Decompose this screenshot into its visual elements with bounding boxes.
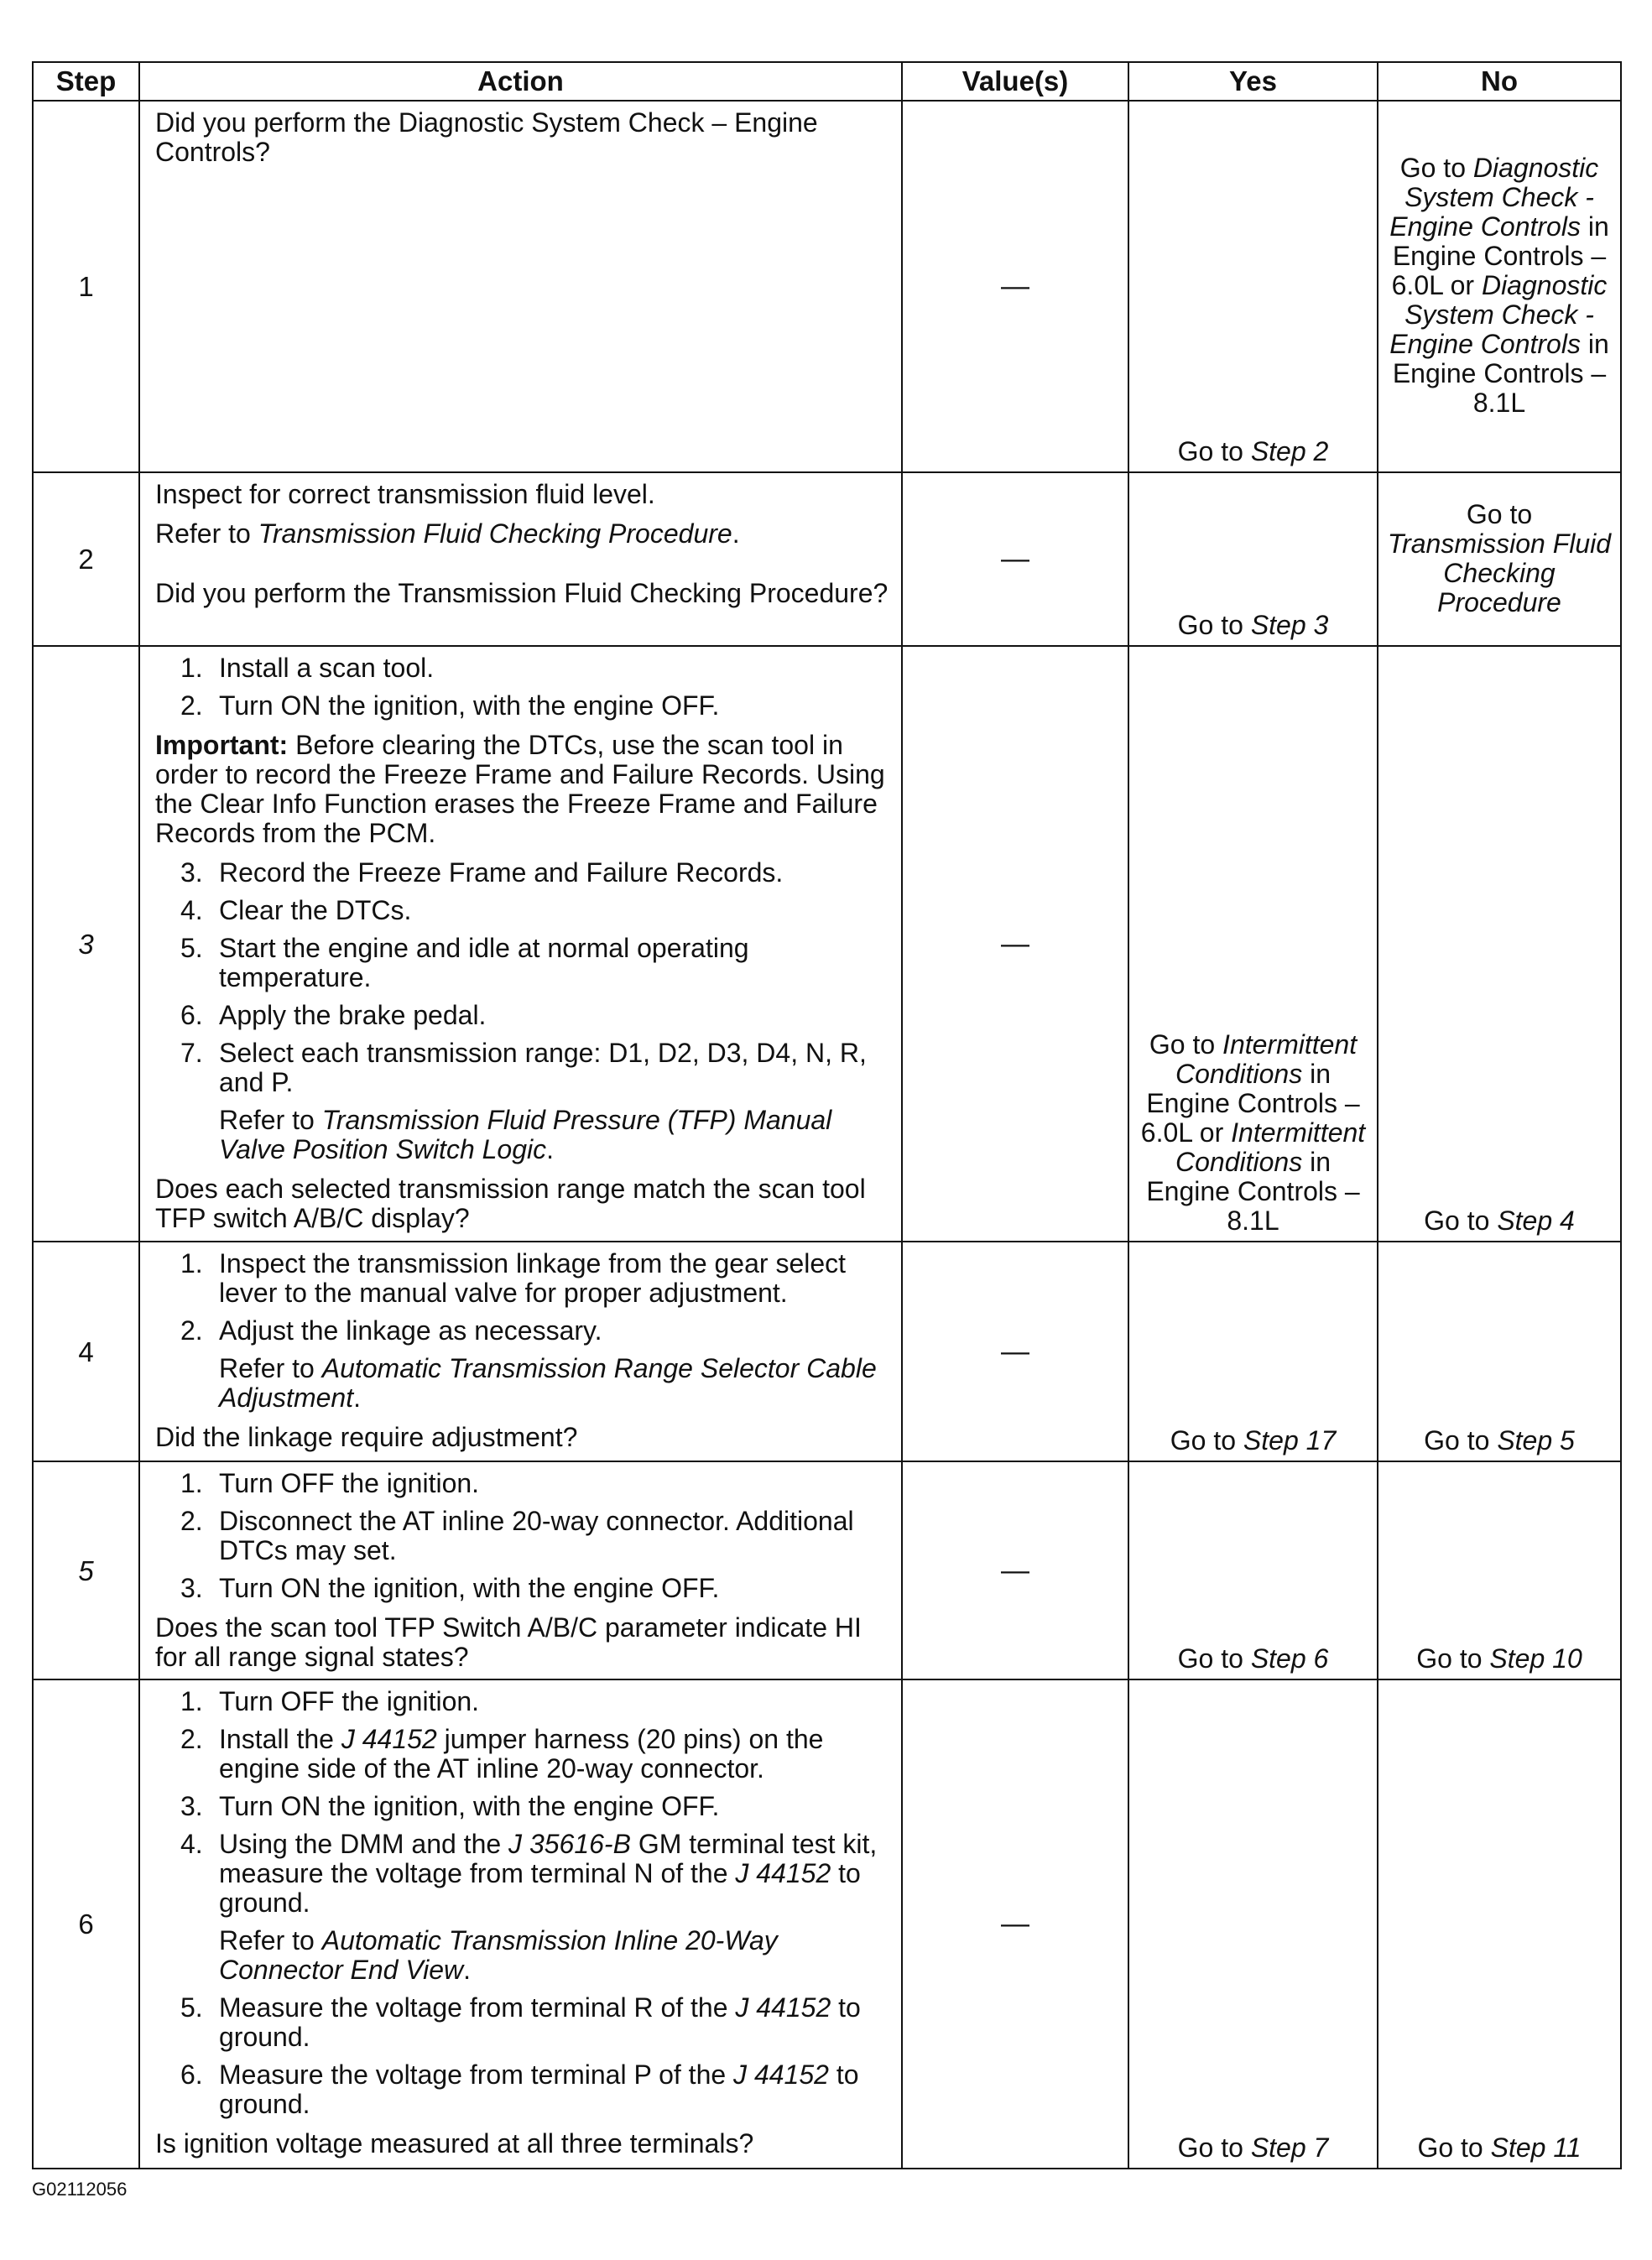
action-cell bbox=[139, 101, 902, 472]
list-item: 2. Disconnect the AT inline 20-way connector. Additional DTCs may set. bbox=[180, 1506, 854, 1565]
no-link: Step 4 bbox=[1497, 1206, 1575, 1236]
question-text: Did you perform the Transmission Fluid Checking Procedure? bbox=[155, 578, 889, 608]
action-cell bbox=[139, 646, 902, 1242]
refer-text bbox=[155, 519, 889, 549]
list-item: 3. Turn ON the ignition, with the engine OFF. bbox=[180, 1791, 720, 1821]
list-item: 1. Turn OFF the ignition. bbox=[180, 1686, 480, 1716]
value-cell: — bbox=[902, 472, 1128, 646]
table-row-step-6 bbox=[33, 1679, 1621, 2169]
list-item: 2. Adjust the linkage as necessary. Refer to Automatic Transmission Range Selector Cable Adjustment. bbox=[155, 1316, 889, 1413]
header-yes: Yes bbox=[1128, 62, 1378, 101]
list-item: 1. Inspect the transmission linkage from the gear select lever to the manual valve for proper adjustment. bbox=[180, 1248, 847, 1308]
list-item: 6. Apply the brake pedal. bbox=[180, 1000, 487, 1030]
header-values: Value(s) bbox=[902, 62, 1128, 101]
table-row-step-3 bbox=[33, 646, 1621, 1242]
list-item: 4. Clear the DTCs. bbox=[180, 895, 412, 925]
yes-cell bbox=[1128, 1461, 1378, 1679]
important-note bbox=[155, 731, 889, 848]
step-number: 5 bbox=[33, 1461, 139, 1679]
list-item: 6. Measure the voltage from terminal P of the J 44152 to ground. bbox=[180, 2060, 859, 2119]
refer-text: Refer to Automatic Transmission Range Selector Cable Adjustment. bbox=[219, 1353, 877, 1413]
step-number: 2 bbox=[33, 472, 139, 646]
refer-prefix: Refer to bbox=[155, 518, 258, 549]
value-cell: — bbox=[902, 646, 1128, 1242]
no-text: Go to bbox=[1416, 1643, 1490, 1674]
list-item: 1. Turn OFF the ignition. bbox=[180, 1468, 480, 1498]
action-cell bbox=[139, 472, 902, 646]
action-text: Inspect for correct transmission fluid level. bbox=[155, 479, 655, 509]
no-text: Go to bbox=[1399, 153, 1473, 183]
yes-link: Intermittent Conditions bbox=[1175, 1117, 1366, 1177]
figure-id: G02112056 bbox=[32, 2179, 128, 2200]
sub-step-list bbox=[155, 858, 889, 1164]
list-item: 3. Record the Freeze Frame and Failure Records. bbox=[180, 857, 784, 888]
yes-link: Step 6 bbox=[1250, 1643, 1329, 1674]
list-item: 2. Turn ON the ignition, with the engine OFF. bbox=[180, 690, 720, 721]
no-text: Go to bbox=[1417, 2132, 1491, 2163]
refer-link: Transmission Fluid Checking Procedure bbox=[258, 518, 732, 549]
yes-text: in Engine Controls – 6.0L or bbox=[1140, 1059, 1360, 1148]
refer-suffix: . bbox=[732, 518, 740, 549]
step-number: 3 bbox=[33, 646, 139, 1242]
no-cell bbox=[1378, 101, 1621, 472]
yes-link: Step 17 bbox=[1243, 1425, 1337, 1455]
step-number: 4 bbox=[33, 1242, 139, 1461]
list-item: 3. Turn ON the ignition, with the engine OFF. bbox=[180, 1573, 720, 1603]
value-cell: — bbox=[902, 101, 1128, 472]
no-text: in Engine Controls – 8.1L bbox=[1392, 329, 1609, 418]
header-row bbox=[33, 62, 1621, 101]
yes-text: Go to bbox=[1177, 436, 1251, 466]
no-link: Diagnostic System Check - Engine Controls bbox=[1389, 270, 1608, 359]
list-item: 5. Start the engine and idle at normal operating temperature. bbox=[180, 933, 749, 992]
table-row-step-2 bbox=[33, 472, 1621, 646]
yes-text: Go to bbox=[1170, 1425, 1243, 1455]
yes-text: in Engine Controls – 8.1L bbox=[1146, 1147, 1360, 1236]
diagnostic-table-sheet bbox=[32, 61, 1620, 2162]
no-link: Step 10 bbox=[1489, 1643, 1582, 1674]
value-cell: — bbox=[902, 1242, 1128, 1461]
yes-cell bbox=[1128, 646, 1378, 1242]
yes-cell bbox=[1128, 1679, 1378, 2169]
no-cell bbox=[1378, 472, 1621, 646]
header-action: Action bbox=[139, 62, 902, 101]
list-item: 7. Select each transmission range: D1, D2, D3, D4, N, R, and P. Refer to Transmission Fluid Pressure (TFP) Manual Valve Position Switch Logic. bbox=[155, 1039, 889, 1164]
no-text: Go to bbox=[1466, 498, 1533, 529]
no-link: Step 5 bbox=[1497, 1425, 1575, 1455]
table-row-step-1 bbox=[33, 101, 1621, 472]
yes-text: Go to bbox=[1177, 1643, 1251, 1674]
list-item: 1. Install a scan tool. bbox=[180, 653, 435, 683]
no-text: in Engine Controls – 6.0L or bbox=[1391, 211, 1609, 300]
diagnostic-table bbox=[32, 61, 1622, 2169]
yes-link: Step 2 bbox=[1250, 436, 1329, 466]
list-item: 5. Measure the voltage from terminal R of the J 44152 to ground. bbox=[180, 1992, 861, 2052]
sub-step-list bbox=[155, 654, 889, 721]
action-cell bbox=[139, 1242, 902, 1461]
important-text: Before clearing the DTCs, use the scan tool in order to record the Freeze Frame and Failure Records. Using the Clear Info Function erases the Freeze Frame and Failure Records from the PCM. bbox=[155, 730, 885, 848]
step-number: 6 bbox=[33, 1679, 139, 2169]
yes-text: Go to bbox=[1177, 610, 1251, 640]
important-label: Important: bbox=[155, 730, 289, 760]
yes-link: Step 3 bbox=[1250, 610, 1329, 640]
no-cell bbox=[1378, 1461, 1621, 1679]
yes-cell bbox=[1128, 472, 1378, 646]
refer-text: Refer to Automatic Transmission Inline 20-Way Connector End View. bbox=[219, 1925, 778, 1985]
no-cell bbox=[1378, 1679, 1621, 2169]
yes-text: Go to bbox=[1177, 2132, 1251, 2163]
value-cell: — bbox=[902, 1461, 1128, 1679]
no-link: Diagnostic System Check - Engine Controls bbox=[1389, 153, 1599, 242]
step-number: 1 bbox=[33, 101, 139, 472]
action-cell bbox=[139, 1461, 902, 1679]
yes-link: Intermittent Conditions bbox=[1175, 1029, 1358, 1089]
no-link: Step 11 bbox=[1490, 2132, 1582, 2163]
list-item: 4. Using the DMM and the J 35616-B GM terminal test kit, measure the voltage from terminal N of the J 44152 to ground. Refer to Automatic Transmission Inline 20-Way Connector End View. bbox=[155, 1830, 889, 1985]
yes-cell bbox=[1128, 1242, 1378, 1461]
no-link: Transmission Fluid Checking Procedure bbox=[1387, 528, 1612, 617]
yes-link: Step 7 bbox=[1250, 2132, 1329, 2163]
no-text: Go to bbox=[1424, 1425, 1498, 1455]
yes-text: Go to bbox=[1149, 1029, 1223, 1060]
list-item: 2. Install the J 44152 jumper harness (20 pins) on the engine side of the AT inline 20-way connector. bbox=[180, 1724, 824, 1784]
question-text: Does the scan tool TFP Switch A/B/C parameter indicate HI for all range signal states? bbox=[155, 1612, 862, 1672]
question-text: Did you perform the Diagnostic System Check – Engine Controls? bbox=[155, 107, 818, 167]
question-text: Did the linkage require adjustment? bbox=[155, 1422, 578, 1452]
table-row-step-4 bbox=[33, 1242, 1621, 1461]
refer-text: Refer to Transmission Fluid Pressure (TFP) Manual Valve Position Switch Logic. bbox=[219, 1105, 832, 1164]
yes-cell bbox=[1128, 101, 1378, 472]
action-cell bbox=[139, 1679, 902, 2169]
question-text: Does each selected transmission range match the scan tool TFP switch A/B/C display? bbox=[155, 1174, 866, 1233]
sub-step-list bbox=[155, 1687, 889, 2119]
table-row-step-5 bbox=[33, 1461, 1621, 1679]
no-cell bbox=[1378, 1242, 1621, 1461]
sub-step-list bbox=[155, 1249, 889, 1413]
no-cell bbox=[1378, 646, 1621, 1242]
sub-step-list bbox=[155, 1469, 889, 1603]
value-cell: — bbox=[902, 1679, 1128, 2169]
header-step: Step bbox=[33, 62, 139, 101]
question-text: Is ignition voltage measured at all three terminals? bbox=[155, 2128, 754, 2158]
header-no: No bbox=[1378, 62, 1621, 101]
no-text: Go to bbox=[1424, 1206, 1498, 1236]
